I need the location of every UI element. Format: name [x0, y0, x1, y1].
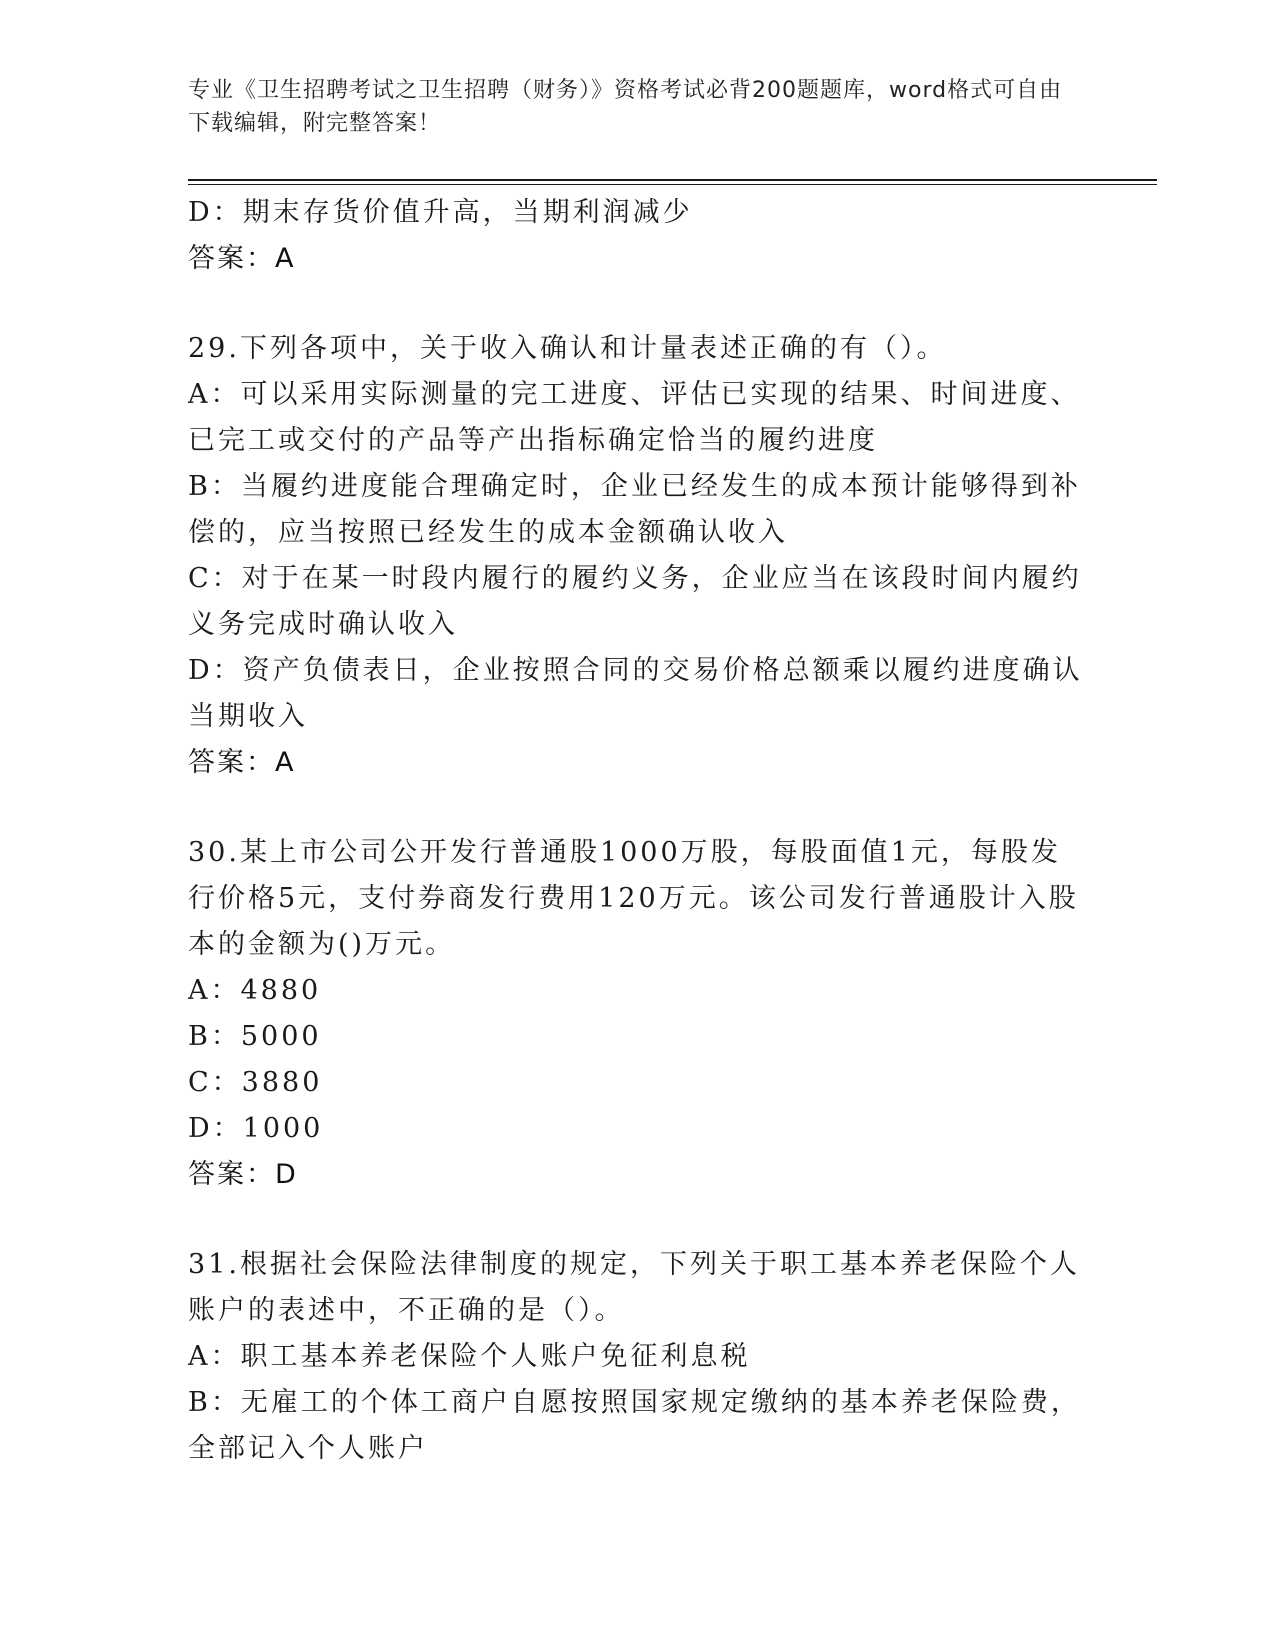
option-d: D：1000	[188, 1113, 324, 1144]
option-a: A：4880	[188, 975, 322, 1006]
question-31	[188, 1242, 1088, 1472]
option-b: B：5000	[188, 1021, 322, 1052]
page-header: 专业《卫生招聘考试之卫生招聘（财务）》资格考试必背200题题库，word格式可自由下载编辑，附完整答案！	[188, 78, 1063, 136]
question-29	[188, 326, 1088, 786]
answer: 答案：D	[188, 1159, 298, 1190]
option-a: A：可以采用实际测量的完工进度、评估已实现的结果、时间进度、已完工或交付的产品等产出指标确定恰当的履约进度	[188, 379, 1081, 456]
option-d: D：资产负债表日，企业按照合同的交易价格总额乘以履约进度确认当期收入	[188, 655, 1083, 732]
question-stem: 31.根据社会保险法律制度的规定，下列关于职工基本养老保险个人账户的表述中，不正确的是（）。	[188, 1249, 1080, 1326]
option-a: A：职工基本养老保险个人账户免征利息税	[188, 1341, 751, 1372]
answer: 答案：A	[188, 747, 296, 778]
question-stem: 29.下列各项中，关于收入确认和计量表述正确的有（）。	[188, 333, 947, 364]
option-c: C：对于在某一时段内履行的履约义务，企业应当在该段时间内履约义务完成时确认收入	[188, 563, 1082, 640]
option-b: B：当履约进度能合理确定时，企业已经发生的成本预计能够得到补偿的，应当按照已经发生的成本金额确认收入	[188, 471, 1081, 548]
question-stem: 30.某上市公司公开发行普通股1000万股，每股面值1元，每股发行价格5元，支付券商发行费用120万元。该公司发行普通股计入股本的金额为()万元。	[188, 837, 1079, 960]
option-c: C：3880	[188, 1067, 323, 1098]
option-b: B：无雇工的个体工商户自愿按照国家规定缴纳的基本养老保险费，全部记入个人账户	[188, 1387, 1081, 1464]
header-divider-thin	[188, 184, 1157, 185]
document-body	[188, 190, 1088, 1472]
header-divider-thick	[188, 179, 1157, 181]
option-d: D：期末存货价值升高，当期利润减少	[188, 197, 693, 228]
answer: 答案：A	[188, 243, 296, 274]
question-30	[188, 830, 1088, 1198]
